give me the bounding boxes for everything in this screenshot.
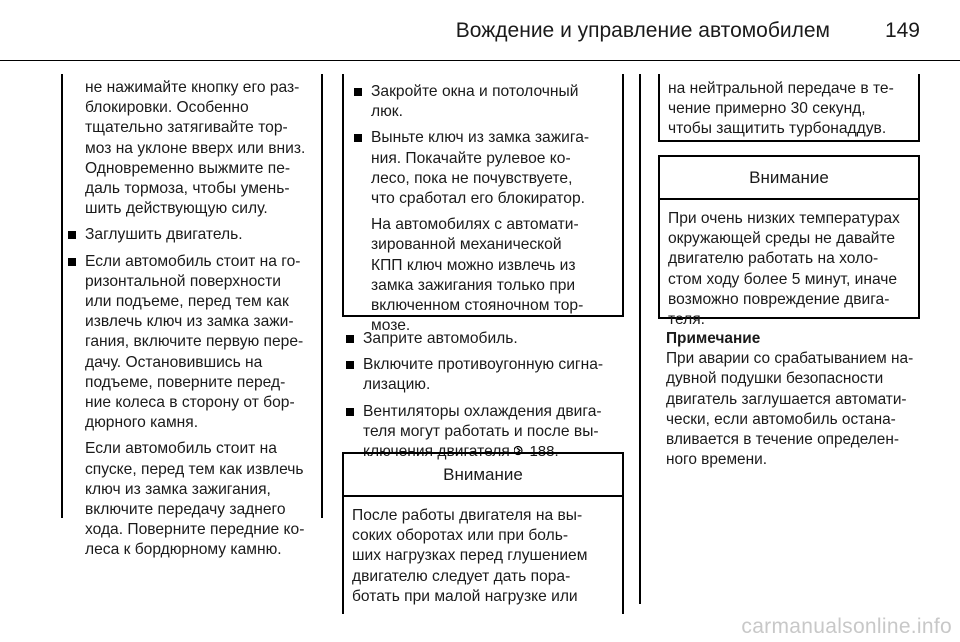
col1-left-rule — [61, 74, 63, 518]
watermark: carmanualsonline.info — [741, 615, 952, 638]
text-line: дачу. Остановившись на — [85, 353, 263, 371]
text-line: стом ходу более 5 минут, иначе — [668, 270, 898, 288]
header-rule — [0, 60, 960, 61]
note-title: Примечание — [666, 330, 761, 347]
text-line: дюрного камня. — [85, 414, 199, 432]
text-line: теля могут работать и после вы- — [363, 422, 599, 440]
text-line: На автомобилях с автомати- — [371, 216, 579, 234]
warning-title: Внимание — [749, 168, 829, 187]
text-line: замка зажигания только при — [371, 276, 576, 294]
text-line: чтобы защитить турбонаддув. — [668, 120, 887, 138]
page-reference-link[interactable]: 188. — [529, 443, 559, 461]
text-line: Одновременно выжмите пе- — [85, 159, 291, 177]
text-line: гания, включите первую пере- — [85, 333, 304, 351]
text-line: ризонтальной поверхности — [85, 272, 281, 290]
text-line: моз на уклоне вверх или вниз. — [85, 139, 306, 157]
text-line: мозе. — [371, 317, 411, 335]
text-line: даль тормоза, чтобы умень- — [85, 180, 290, 198]
text-line: Если автомобиль стоит на го- — [85, 252, 301, 270]
text-line: спуске, перед тем как извлечь — [85, 460, 304, 478]
text-line: Если автомобиль стоит на — [85, 440, 277, 458]
text-line: возможно повреждение двига- — [668, 290, 890, 308]
text-line: лизацию. — [363, 376, 431, 394]
text-line: что сработал его блокиратор. — [371, 190, 585, 208]
warning-box — [658, 155, 920, 329]
text-line: извлечь ключ из замка зажи- — [85, 313, 294, 331]
col3-left-rule — [639, 74, 641, 604]
text-line: ших нагрузках перед глушением — [352, 547, 588, 565]
note-section — [666, 329, 956, 470]
page-number: 149 — [884, 19, 920, 42]
text-line: чение примерно 30 секунд, — [668, 100, 866, 118]
continued-box — [342, 74, 624, 335]
text-line: люк. — [371, 103, 403, 121]
bullet-item — [344, 329, 624, 349]
text-line: чески, если автомобиль остана- — [666, 410, 896, 428]
text-line: блокировки. Особенно — [85, 99, 249, 117]
text-line: Включите противоугонную сигна- — [363, 356, 604, 374]
text-line: Заглушить двигатель. — [85, 226, 243, 244]
text-line: соких оборотах или при боль- — [352, 527, 569, 545]
text-line: Выньте ключ из замка зажига- — [371, 129, 590, 147]
text-line: КПП ключ можно извлечь из — [371, 256, 576, 274]
bullet-item — [344, 355, 624, 395]
text-line: подъеме, поверните перед- — [85, 373, 286, 391]
text-line: на нейтральной передаче в те- — [668, 80, 894, 97]
page-header — [0, 0, 960, 64]
text-line: или подъеме, перед тем как — [85, 293, 289, 311]
text-line: окружающей среды не давайте — [668, 230, 896, 248]
text-line: ного времени. — [666, 451, 767, 469]
text-line: двигателю следует дать пора- — [352, 567, 571, 585]
text-line: Закройте окна и потолочный — [371, 83, 579, 100]
text-line: Заприте автомобиль. — [363, 330, 518, 347]
bullet-item — [66, 225, 320, 245]
continued-paragraph — [66, 78, 320, 219]
warning-box — [342, 452, 624, 614]
continued-box — [658, 74, 920, 142]
text-line: тщательно затягивайте тор- — [85, 119, 288, 137]
text-line: После работы двигателя на вы- — [352, 507, 583, 524]
page-title: Вождение и управление автомобилем — [455, 19, 830, 42]
text-line: зированной механической — [371, 236, 562, 254]
text-line: вливается в течение определен- — [666, 431, 899, 449]
col1-right-rule — [321, 74, 323, 518]
text-line: включенном стояночном тор- — [371, 297, 584, 315]
text-line: двигателю работать на холо- — [668, 250, 879, 268]
text-line: При аварии со срабатыванием на- — [666, 350, 914, 368]
text-line: ние колеса в сторону от бор- — [85, 394, 295, 412]
bullet-item — [66, 252, 320, 434]
text-line: не нажимайте кнопку его раз- — [85, 79, 300, 96]
text-line: При очень низких температурах — [668, 210, 900, 227]
warning-title: Внимание — [443, 465, 523, 484]
text-fragment: ключения двигателя — [363, 443, 510, 461]
column-2-list — [344, 329, 624, 468]
warning-body — [344, 497, 622, 607]
paragraph — [352, 215, 614, 336]
text-line: Вентиляторы охлаждения двига- — [363, 402, 602, 420]
text-line: теля. — [668, 311, 705, 329]
bullet-item — [352, 128, 614, 209]
text-line: ключ из замка зажигания, — [85, 480, 271, 498]
column-1 — [66, 78, 320, 568]
text-line: шить действующую силу. — [85, 200, 268, 218]
bullet-item — [352, 82, 614, 122]
warning-body — [660, 200, 918, 330]
text-line: леса к бордюрному камню. — [85, 541, 282, 559]
text-line: лесо, пока не почувствуете, — [371, 169, 573, 187]
paragraph — [66, 439, 320, 560]
text-line: ния. Покачайте рулевое ко- — [371, 149, 571, 167]
text-line: дувной подушки безопасности — [666, 370, 884, 388]
text-line: двигатель заглушается автомати- — [666, 390, 907, 408]
text-line: ботать при малой нагрузке или — [352, 587, 578, 605]
text-line: включите передачу заднего — [85, 501, 286, 519]
text-line: хода. Поверните передние ко- — [85, 521, 305, 539]
